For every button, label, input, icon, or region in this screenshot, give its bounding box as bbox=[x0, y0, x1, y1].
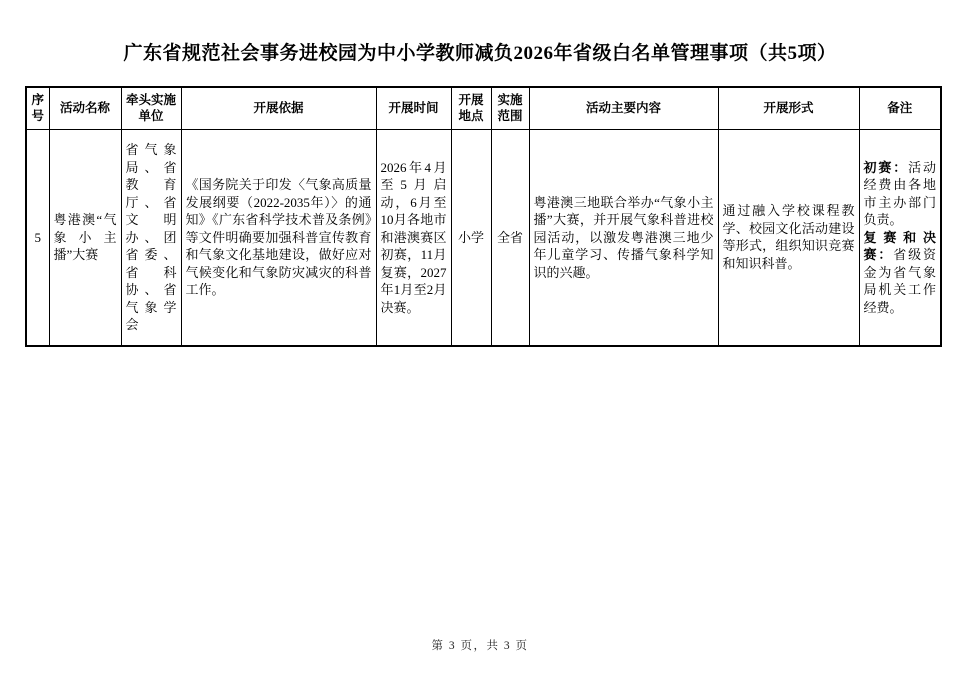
header-lead-units: 牵头实施单位 bbox=[121, 87, 181, 129]
header-activity-name: 活动名称 bbox=[49, 87, 121, 129]
header-remarks: 备注 bbox=[859, 87, 941, 129]
cell-basis: 《国务院关于印发〈气象高质量发展纲要（2022-2035年）〉的通知》《广东省科学技术普及条例》等文件明确要加强科普宣传教育和气象文化基地建设，做好应对气候变化和气象防灾减灾的科普工作。 bbox=[181, 129, 376, 346]
cell-activity-name: 粤港澳“气象小主播”大赛 bbox=[49, 129, 121, 346]
remark-finals-label: 复赛和决赛： bbox=[863, 229, 936, 262]
remark-preliminary-label: 初赛： bbox=[863, 159, 909, 175]
cell-location: 小学 bbox=[451, 129, 491, 346]
header-time: 开展时间 bbox=[376, 87, 451, 129]
page-title: 广东省规范社会事务进校园为中小学教师减负2026年省级白名单管理事项（共5项） bbox=[123, 43, 837, 64]
cell-lead-units: 省气象局、省教育厅、省文明办、团省委、省科协、省气象学会 bbox=[121, 129, 181, 346]
table-header-row bbox=[26, 87, 941, 129]
cell-scope: 全省 bbox=[491, 129, 529, 346]
table-row bbox=[26, 129, 941, 346]
remark-finals-text: 省级资金为省气象局机关工作经费。 bbox=[863, 247, 936, 315]
header-location: 开展地点 bbox=[451, 87, 491, 129]
header-format: 开展形式 bbox=[718, 87, 859, 129]
remark-preliminary bbox=[864, 159, 937, 229]
cell-remarks bbox=[859, 129, 941, 346]
cell-serial-number: 5 bbox=[26, 129, 49, 346]
page-number: 第 3 页，共 3 页 bbox=[431, 640, 529, 652]
remark-finals bbox=[864, 229, 937, 317]
whitelist-table bbox=[25, 86, 942, 347]
header-serial-number: 序号 bbox=[26, 87, 49, 129]
header-scope: 实施范围 bbox=[491, 87, 529, 129]
header-basis: 开展依据 bbox=[181, 87, 376, 129]
cell-main-content: 粤港澳三地联合举办“气象小主播”大赛，并开展气象科普进校园活动，以激发粤港澳三地少年儿童学习、传播气象科学知识的兴趣。 bbox=[529, 129, 718, 346]
header-main-content: 活动主要内容 bbox=[529, 87, 718, 129]
cell-time: 2026年4月至5月启动，6月至10月各地市和港澳赛区初赛，11月复赛，2027年1月至2月决赛。 bbox=[376, 129, 451, 346]
remark-preliminary-text: 活动经费由各地市主办部门负责。 bbox=[863, 159, 936, 227]
cell-format: 通过融入学校课程教学、校园文化活动建设等形式，组织知识竞赛和知识科普。 bbox=[718, 129, 859, 346]
